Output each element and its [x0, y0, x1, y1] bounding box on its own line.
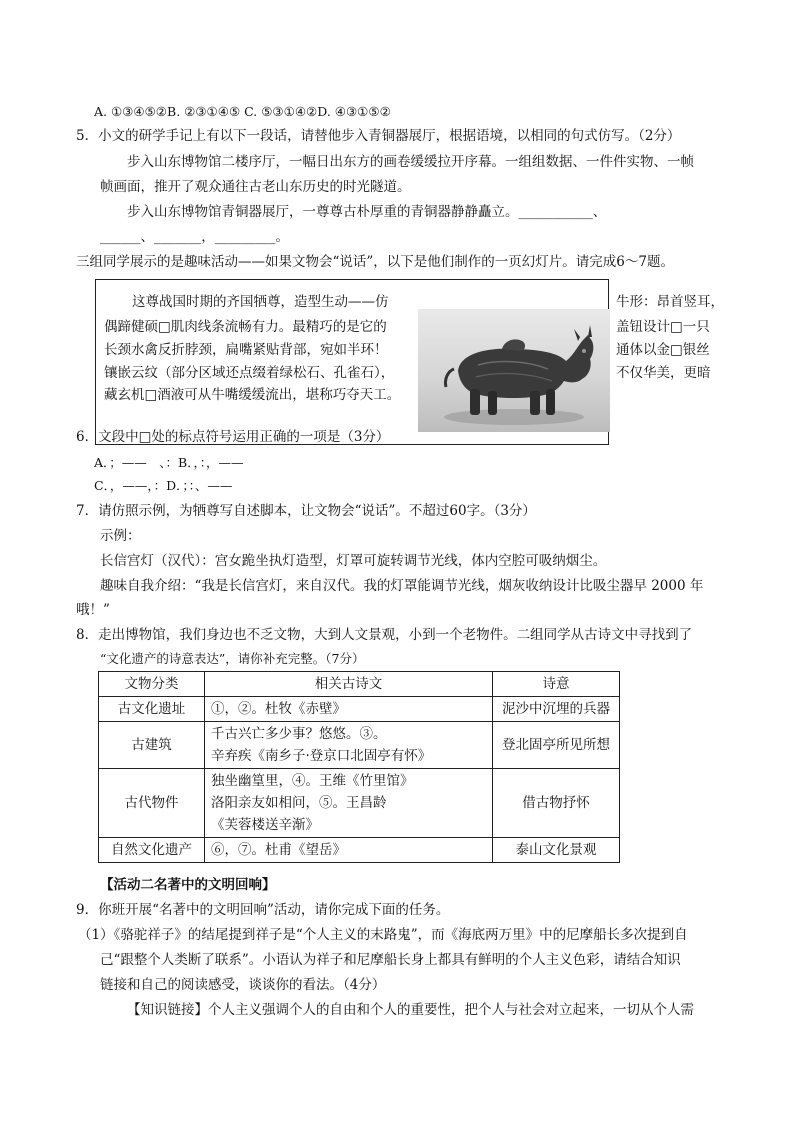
q4-options: A. ①③④⑤②B. ②③①④⑤ C. ⑤③①④②D. ④③①⑤② — [94, 104, 391, 119]
table-cell-meaning: 借古物抒怀 — [493, 769, 620, 838]
slide-right1: 牛形：昂首竖耳， — [616, 294, 724, 310]
q7-prompt: 7．请仿照示例，为牺尊写自述脚本，让文物会“说话”。不超过60字。（3分） — [76, 503, 536, 519]
q5-prompt: 5．小文的研学手记上有以下一段话，请替他步入青铜器展厅，根据语境，以相同的句式仿写。（2分） — [76, 128, 681, 144]
poetry-table — [98, 671, 620, 863]
table-cell-category: 自然文化遗产 — [99, 838, 205, 863]
table-row — [99, 838, 620, 863]
table-row — [99, 769, 620, 838]
q7-example-desc: 长信宫灯（汉代）：宫女跪坐执灯造型，灯罩可旋转调节光线，体内空腔可吸纳烟尘。 — [100, 553, 607, 569]
q6-options-cd: C．，——，：D．；：、—— — [94, 478, 233, 493]
poem-line: ⑥，⑦。杜甫《望岳》 — [211, 842, 346, 858]
q9-sub1-line1: （1）《骆驼祥子》的结尾提到祥子是“个人主义的末路鬼”，而《海底两万里》中的尼摩船长多次提到自 — [78, 927, 688, 943]
table-cell-meaning: 泰山文化景观 — [493, 838, 620, 863]
q9-sub1-line3: 链接和自己的阅读感受，谈谈你的看法。（4分） — [100, 977, 386, 993]
table-cell-poem — [205, 722, 493, 769]
poem-line: 辛弃疾《南乡子·登京口北固亭有怀》 — [211, 748, 432, 764]
bronze-ox-zun-photo — [418, 309, 610, 432]
table-header: 诗意 — [493, 672, 620, 697]
slide-right4: 不仅华美，更暗 — [616, 365, 711, 381]
q9-knowledge-link: 【知识链接】个人主义强调个人的自由和个人的重要性，把个人与社会对立起来，一切从个人需 — [127, 1002, 694, 1018]
poem-line: ①，②。杜牧《赤壁》 — [211, 701, 346, 717]
table-cell-meaning: 登北固亭所见所想 — [493, 722, 620, 769]
q7-intro-line1: 趣味自我介绍：“我是长信宫灯，来自汉代。我的灯罩能调节光线，烟灰收纳设计比吸尘器早 2000 年 — [100, 578, 704, 594]
q6-options-ab: A．；—— 、：B．，：，—— — [94, 455, 244, 470]
table-header-row — [99, 672, 620, 697]
q6-prompt: 6．文段中□处的标点符号运用正确的一项是（3分） — [76, 429, 390, 445]
table-header: 文物分类 — [99, 672, 205, 697]
slide-line5: 藏玄机□酒液可从牛嘴缓缓流出，堪称巧夺天工。 — [104, 387, 401, 403]
poem-line: 《芙蓉楼送辛渐》 — [211, 817, 319, 833]
table-row — [99, 697, 620, 722]
slide-line1: 这尊战国时期的齐国牺尊，造型生动——仿 — [132, 294, 389, 310]
poem-line: 千古兴亡多少事？悠悠。③。 — [211, 726, 387, 742]
table-cell-poem — [205, 697, 493, 722]
q9-sub1-line2: 己“跟整个人类断了联系”。小语认为祥子和尼摩船长身上都具有鲜明的个人主义色彩，请结合知识 — [100, 952, 681, 968]
slide-line3: 长颈水禽反折脖颈，扁嘴紧贴背部，宛如半环！ — [104, 342, 388, 358]
q5-para2-line1: 步入山东博物馆青铜器展厅，一尊尊古朴厚重的青铜器静静矗立。___________、 — [127, 204, 607, 220]
slide-right3: 通体以金□银丝 — [616, 342, 710, 358]
q7-example-label: 示例： — [100, 528, 141, 544]
q5-para1-line2: 帧画面，推开了观众通往古老山东历史的时光隧道。 — [100, 179, 411, 195]
table-cell-category: 古代物件 — [99, 769, 205, 838]
poem-line: 洛阳亲友如相问，⑤。王昌龄 — [211, 795, 387, 811]
slide-line4: 镶嵌云纹（部分区域还点缀着绿松石、孔雀石）， — [104, 365, 395, 381]
activity2-heading: 【活动二名著中的文明回响】 — [100, 877, 276, 893]
slide-line2: 偶蹄健硕□肌肉线条流畅有力。最精巧的是它的 — [104, 319, 387, 335]
group3-intro: 三组同学展示的是趣味活动——如果文物会“说话”，以下是他们制作的一页幻灯片。请完成6～7题。 — [76, 254, 674, 270]
q9-prompt: 9．你班开展“名著中的文明回响”活动，请你完成下面的任务。 — [76, 902, 450, 918]
table-cell-category: 古建筑 — [99, 722, 205, 769]
table-cell-poem — [205, 769, 493, 838]
table-header: 相关古诗文 — [205, 672, 493, 697]
table-cell-poem — [205, 838, 493, 863]
table-cell-meaning: 泥沙中沉埋的兵器 — [493, 697, 620, 722]
q7-intro-line2: 哦！” — [76, 602, 110, 618]
q8-prompt: 8．走出博物馆，我们身边也不乏文物，大到人文景观，小到一个老物件。二组同学从古诗文中寻找到了 — [76, 627, 693, 643]
q5-para1-line1: 步入山东博物馆二楼序厅，一幅日出东方的画卷缓缓拉开序幕。一组组数据、一件件实物、一帧 — [127, 154, 694, 170]
q8-prompt2: “文化遗产的诗意表达”，请你补充完整。（7分） — [100, 651, 365, 666]
slide-right2: 盖钮设计□一只 — [616, 319, 710, 335]
bronze-ox-zun-illustration — [418, 309, 610, 432]
q5-para2-line2: ______、_______，_________。 — [100, 229, 289, 245]
table-cell-category: 古文化遗址 — [99, 697, 205, 722]
poem-line: 独坐幽篁里，④。王维《竹里馆》 — [211, 773, 414, 789]
table-row — [99, 722, 620, 769]
